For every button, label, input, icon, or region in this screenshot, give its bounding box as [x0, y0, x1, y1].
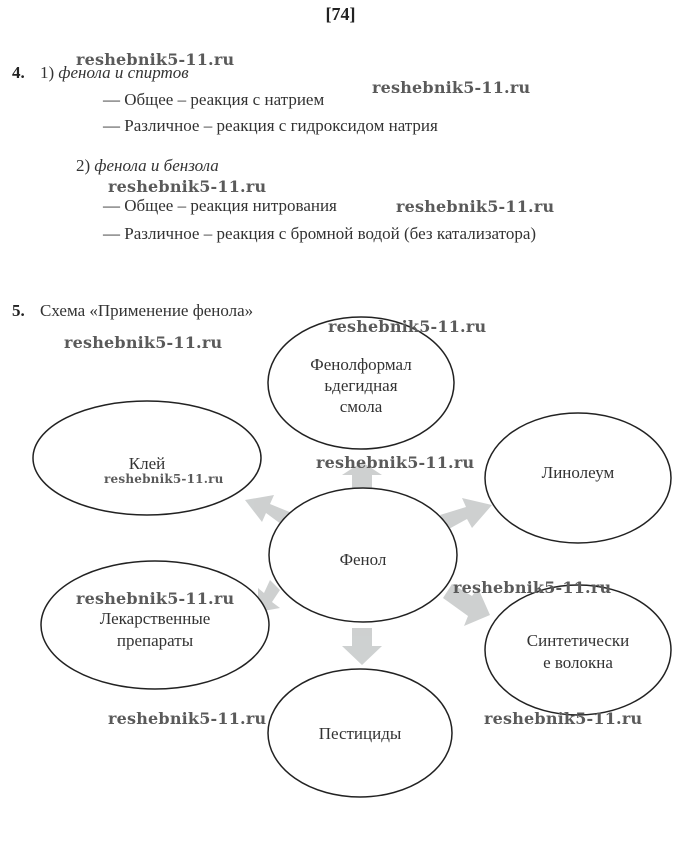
node-linoleum-label: Линолеум	[541, 463, 615, 482]
watermark: reshebnik5-11.ru	[372, 78, 531, 97]
watermark: reshebnik5-11.ru	[484, 709, 643, 728]
watermark: reshebnik5-11.ru	[316, 453, 475, 472]
node-glue-label: Клей	[128, 454, 166, 473]
q4-line-1: — Общее – реакция с натрием	[103, 90, 325, 109]
q4-part2-prefix: 2)	[76, 156, 95, 175]
node-drugs-line-1: Лекарственные	[99, 609, 211, 628]
q4-line-4: — Различное – реакция с бромной водой (без катализатора)	[103, 224, 537, 243]
node-drugs-line-2: препараты	[116, 631, 194, 650]
node-resin-line-2: ьдегидная	[324, 376, 398, 395]
node-fibers-line-1: Синтетически	[526, 631, 630, 650]
watermark: reshebnik5-11.ru	[64, 333, 223, 352]
node-fibers-ellipse	[485, 585, 671, 715]
watermark: reshebnik5-11.ru	[396, 197, 555, 216]
node-pesticides-label: Пестициды	[318, 724, 402, 743]
q4-line-3: — Общее – реакция нитрования	[103, 196, 337, 215]
arrow-to-pesticides	[342, 628, 382, 665]
watermark: reshebnik5-11.ru	[104, 472, 224, 486]
question-5-number: 5.	[12, 301, 25, 320]
q4-part1-prefix: 1)	[40, 63, 59, 82]
q5-title: Схема «Применение фенола»	[40, 301, 254, 320]
watermark: reshebnik5-11.ru	[453, 578, 612, 597]
q4-part1-title: фенола и спиртов	[58, 63, 189, 82]
watermark: reshebnik5-11.ru	[108, 709, 267, 728]
node-center-label: Фенол	[339, 550, 387, 569]
node-fibers-line-2: е волокна	[543, 653, 613, 672]
question-4-number: 4.	[12, 63, 25, 82]
q4-part2-title: фенола и бензола	[94, 156, 219, 175]
watermark: reshebnik5-11.ru	[108, 177, 267, 196]
q4-line-2: — Различное – реакция с гидроксидом натрия	[103, 116, 438, 135]
page-number: [74]	[325, 4, 356, 24]
watermark: reshebnik5-11.ru	[328, 317, 487, 336]
watermark: reshebnik5-11.ru	[76, 50, 235, 69]
node-resin-line-3: смола	[339, 397, 383, 416]
node-resin-line-1: Фенолформал	[310, 355, 412, 374]
watermark: reshebnik5-11.ru	[76, 589, 235, 608]
